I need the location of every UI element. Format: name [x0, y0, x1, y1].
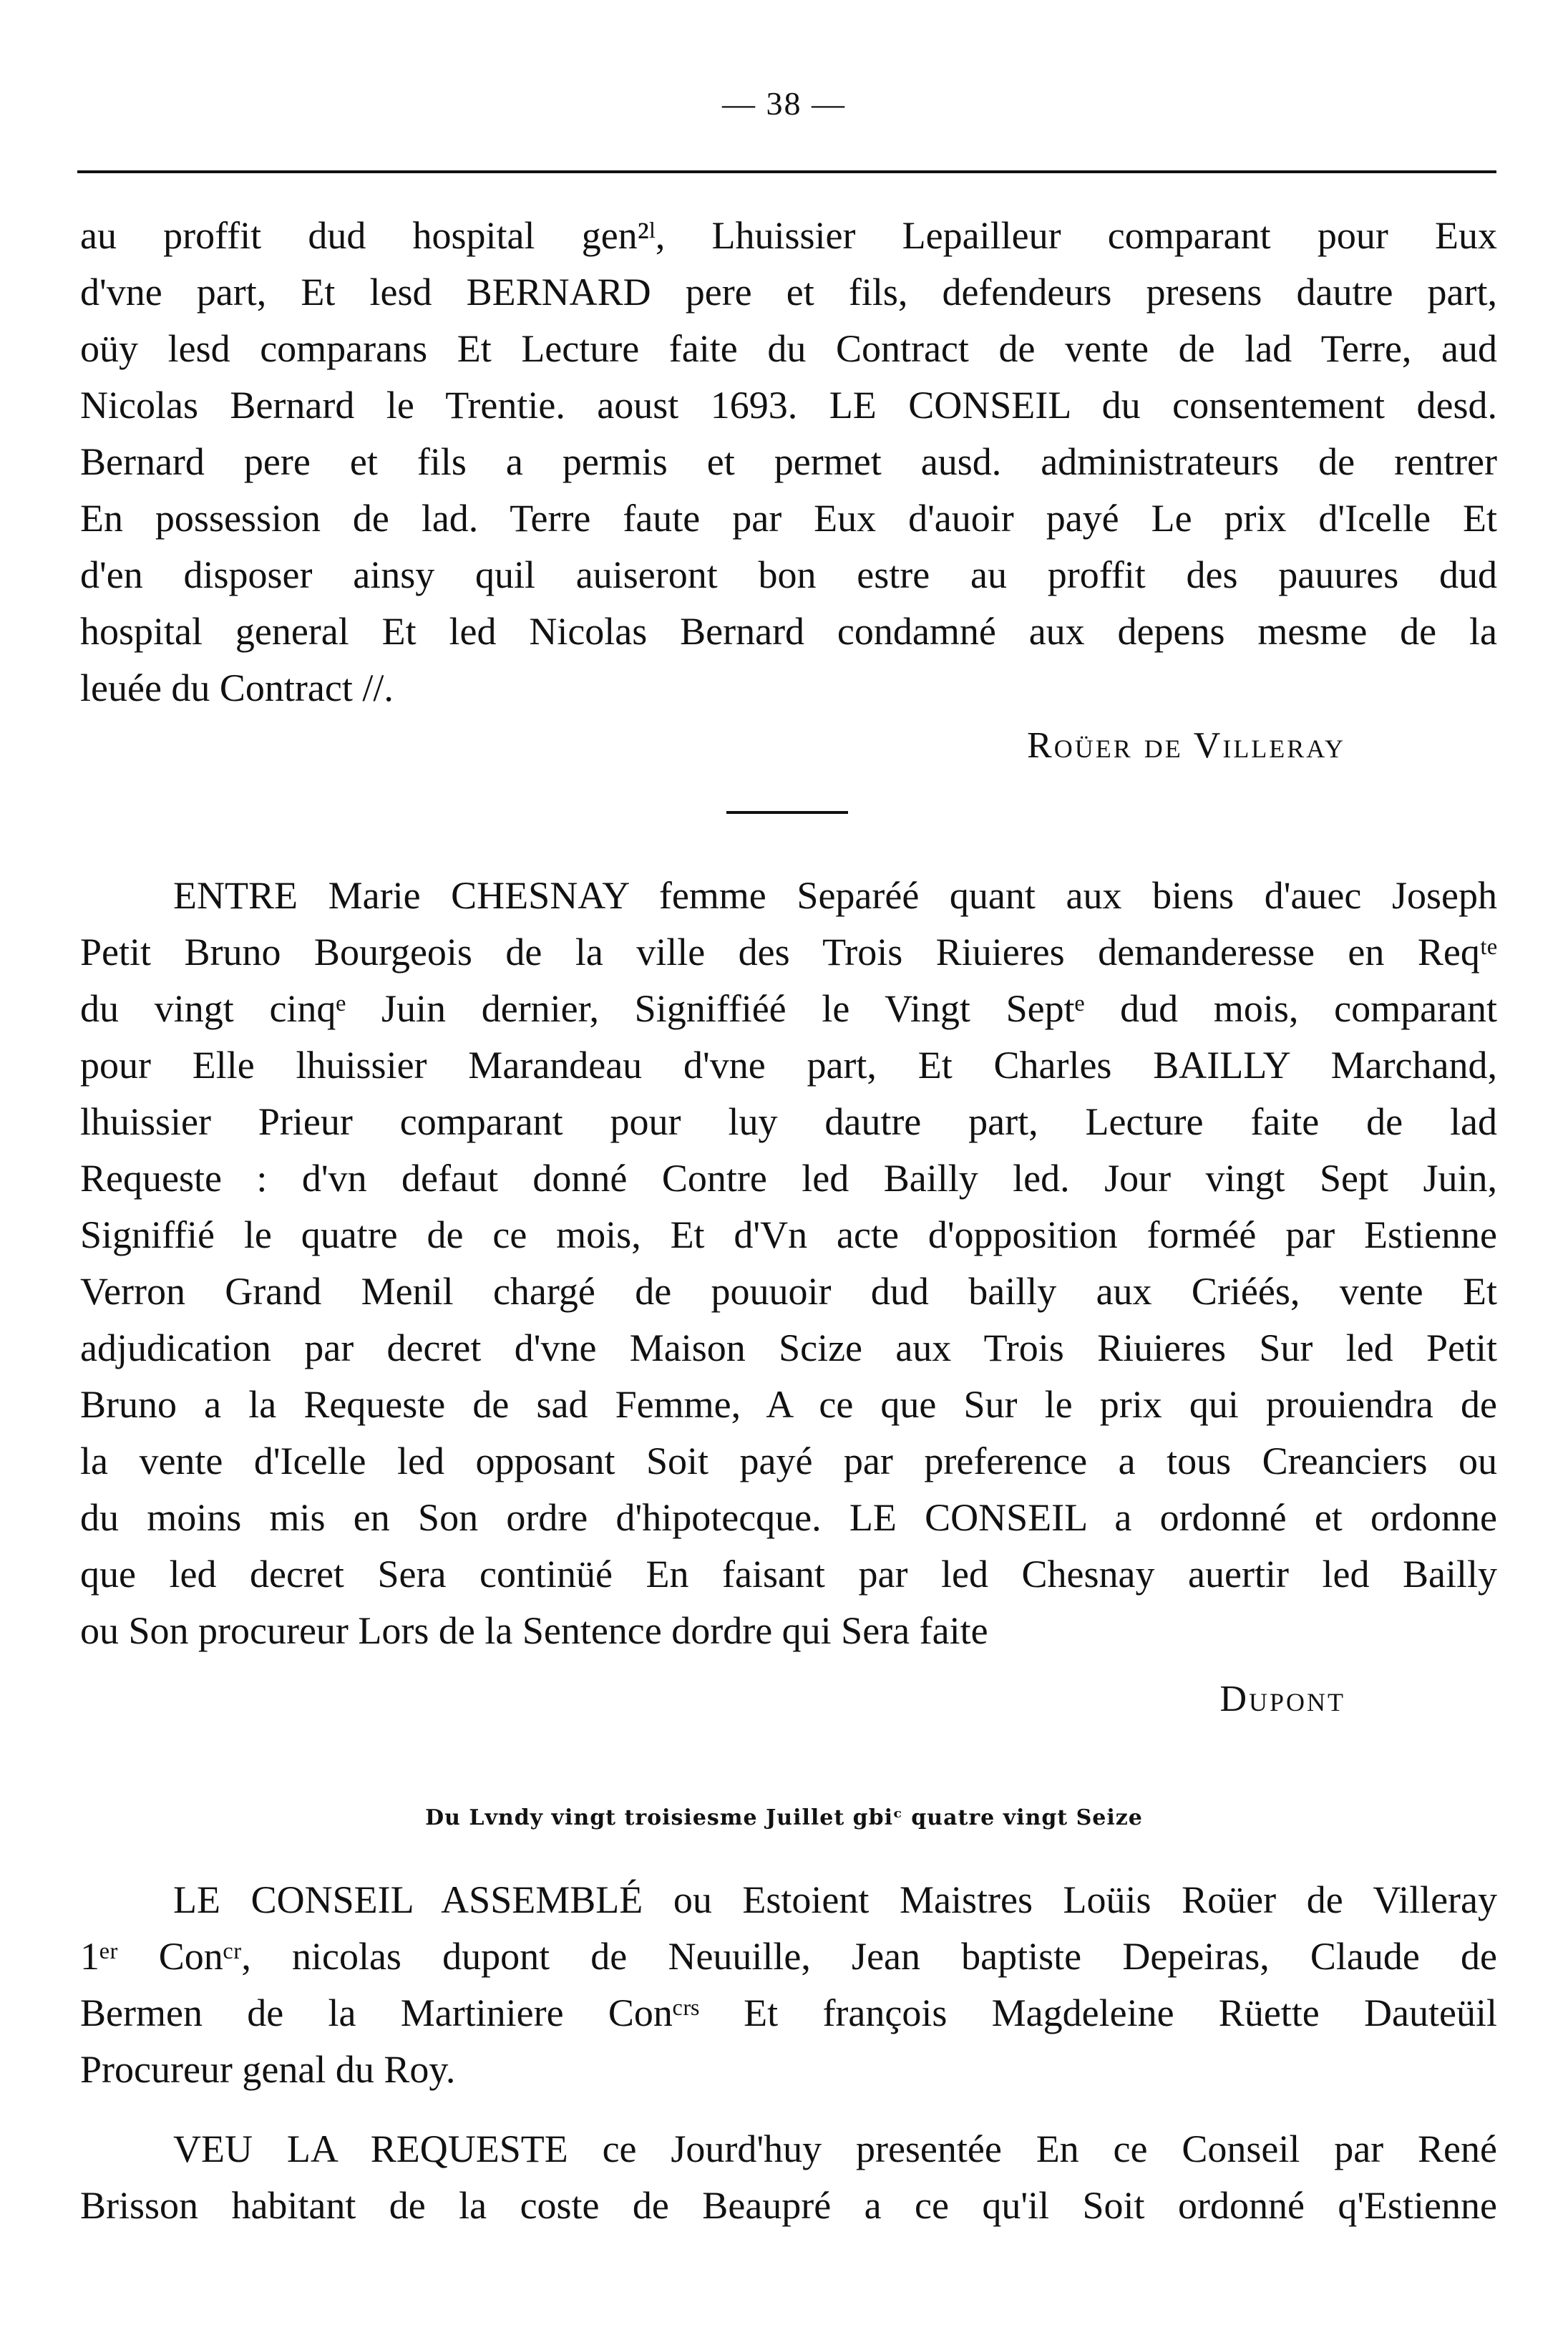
requeste-line: VEU LA REQUESTE ce Jourd'huy presentée En ce Conseil par René: [173, 2127, 1497, 2170]
entry-2-line: pour Elle lhuissier Marandeau d'vne part, Et Charles BAILLY Marchand,: [80, 1044, 1497, 1087]
header-rule: [77, 170, 1496, 173]
page-number: — 38 —: [722, 85, 846, 122]
entry-2-line: ENTRE Marie CHESNAY femme Separéé quant aux biens d'auec Joseph: [173, 874, 1497, 917]
requeste-paragraph: [80, 2121, 1497, 2234]
entry-2-line: Petit Bruno Bourgeois de la ville des Trois Riuieres demanderesse en Reqᵗᵉ: [80, 931, 1497, 974]
entry-2-paragraph: [80, 868, 1497, 1659]
entry-1-signature: Roüer de Villeray: [1027, 725, 1345, 766]
entry-2-line: Bruno a la Requeste de sad Femme, A ce que Sur le prix qui prouiendra de: [80, 1383, 1497, 1426]
session-line: LE CONSEIL ASSEMBLÉ ou Estoient Maistres Loüis Roüer de Villeray: [173, 1878, 1497, 1921]
entry-1-paragraph: [80, 208, 1497, 717]
session-line: 1ᵉʳ Conᶜʳ, nicolas dupont de Neuuille, Jean baptiste Depeiras, Claude de: [80, 1935, 1497, 1978]
entry-1-line: leuée du Contract //.: [80, 666, 394, 709]
entry-1-line: Nicolas Bernard le Trentie. aoust 1693. LE CONSEIL du consentement desd.: [80, 384, 1497, 427]
entry-2-line: adjudication par decret d'vne Maison Scize aux Trois Riuieres Sur led Petit: [80, 1326, 1497, 1369]
entry-2-line: que led decret Sera continüé En faisant par led Chesnay auertir led Bailly: [80, 1553, 1497, 1596]
session-paragraph: [80, 1872, 1497, 2098]
session-line: Procureur genal du Roy.: [80, 2048, 456, 2091]
entry-1-line: d'en disposer ainsy quil auiseront bon estre au proffit des pauures dud: [80, 553, 1497, 596]
entry-1-line: Bernard pere et fils a permis et permet ausd. administrateurs de rentrer: [80, 440, 1497, 483]
entry-2-line: du moins mis en Son ordre d'hipotecque. LE CONSEIL a ordonné et ordonne: [80, 1496, 1497, 1539]
requeste-line: Brisson habitant de la coste de Beaupré a ce qu'il Soit ordonné q'Estienne: [80, 2184, 1497, 2227]
entry-2-line: lhuissier Prieur comparant pour luy dautre part, Lecture faite de lad: [80, 1100, 1497, 1143]
entry-1-line: au proffit dud hospital gen²ˡ, Lhuissier Lepailleur comparant pour Eux: [80, 214, 1497, 257]
entry-2-line: la vente d'Icelle led opposant Soit payé par preference a tous Creanciers ou: [80, 1440, 1497, 1482]
entry-1-line: oüy lesd comparans Et Lecture faite du Contract de vente de lad Terre, aud: [80, 327, 1497, 370]
entry-2-line: Signiffié le quatre de ce mois, Et d'Vn acte d'opposition forméé par Estienne: [80, 1213, 1497, 1256]
entry-1-line: d'vne part, Et lesd BERNARD pere et fils, defendeurs presens dautre part,: [80, 271, 1497, 314]
entry-1-line: En possession de lad. Terre faute par Eux d'auoir payé Le prix d'Icelle Et: [80, 497, 1497, 540]
entry-2-line: Requeste : d'vn defaut donné Contre led Bailly led. Jour vingt Sept Juin,: [80, 1157, 1497, 1200]
entry-2-signature: Dupont: [1219, 1679, 1345, 1719]
session-line: Bermen de la Martiniere Conᶜʳˢ Et françois Magdeleine Rüette Dauteüil: [80, 1991, 1497, 2034]
session-date-heading: Du Lvndy vingt troisiesme Juillet gbiᶜ quatre vingt Seize: [425, 1805, 1143, 1830]
entry-2-line: Verron Grand Menil chargé de pouuoir dud bailly aux Criéés, vente Et: [80, 1270, 1497, 1313]
entry-1-line: hospital general Et led Nicolas Bernard condamné aux depens mesme de la: [80, 610, 1497, 653]
section-divider: [726, 811, 848, 814]
entry-2-line: ou Son procureur Lors de la Sentence dordre qui Sera faite: [80, 1609, 988, 1652]
entry-2-line: du vingt cinqᵉ Juin dernier, Signiffiéé le Vingt Septᵉ dud mois, comparant: [80, 987, 1497, 1030]
